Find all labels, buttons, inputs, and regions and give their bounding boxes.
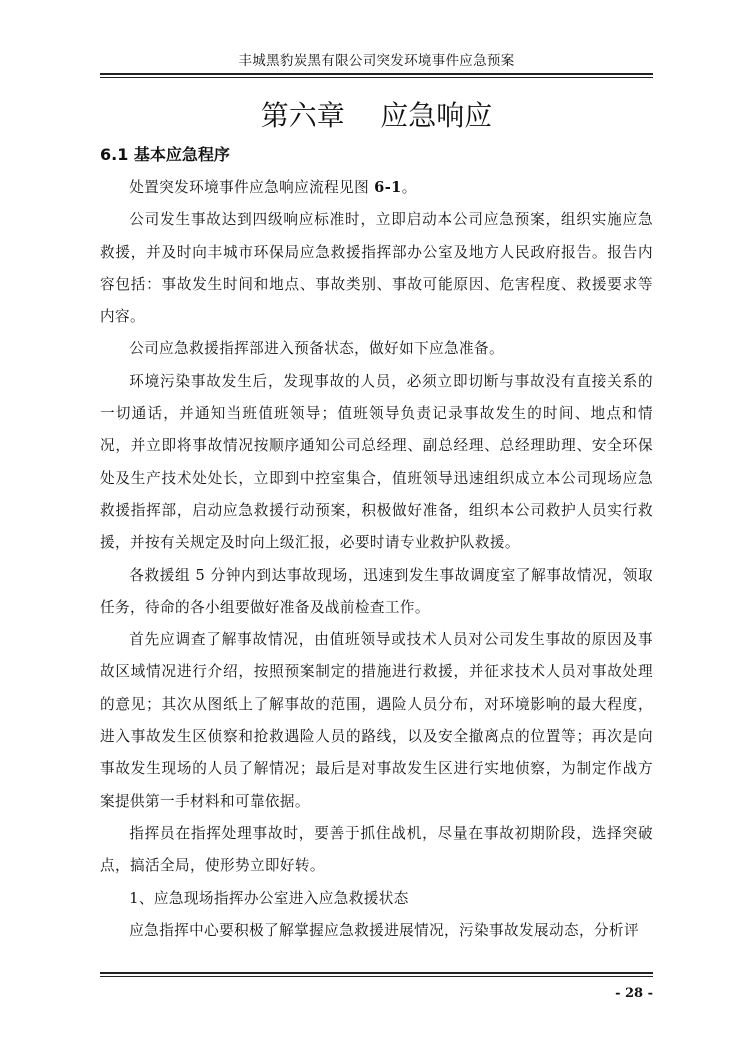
paragraph: 环境污染事故发生后，发现事故的人员，必须立即切断与事故没有直接关系的一切通话，并通知当班值班领导；值班领导负责记录事故发生的时间、地点和情况，并立即将事故情况按顺序通知公司总经理、副总经理、总经理助理、安全环保处及生产技术处处长，立即到中控室集合，值班领导迅速组织成立本公司现场应急救援指挥部，启动应急救援行动预案，积极做好准备，组织本公司救护人员实行救援，并按有关规定及时向上级汇报，必要时请专业救护队救援。 [100,372,653,552]
body-text [100,172,653,947]
paragraph: 公司应急救援指挥部进入预备状态，做好如下应急准备。 [129,340,505,358]
paragraph-text: 。 [401,179,417,196]
header-rule [100,73,653,75]
numbered-subheading: 1、应急现场指挥办公室进入应急救援状态 [129,889,409,907]
paragraph: 指挥员在指挥处理事故时，要善于抓住战机，尽量在事故初期阶段，选择突破点，搞活全局，使形势立即好转。 [100,824,653,875]
paragraph-text: 处置突发环境事件应急响应流程见图 [129,179,375,196]
header-rule-thin [100,77,653,78]
figure-reference: 6-1 [374,179,402,196]
paragraph [100,172,653,204]
paragraph: 首先应调查了解事故情况，由值班领导或技术人员对公司发生事故的原因及事故区域情况进行介绍，按照预案制定的措施进行救援，并征求技术人员对事故处理的意见；其次从图纸上了解事故的范围，遇险人员分布，对环境影响的最大程度，进入事故发生区侦察和抢救遇险人员的路线，以及安全撤离点的位置等；再次是向事故发生现场的人员了解情况；最后是对事故发生区进行实地侦察，为制定作战方案提供第一手材料和可靠依据。 [100,631,653,810]
chapter-title: 第六章 应急响应 [260,99,493,132]
paragraph: 公司发生事故达到四级响应标准时，立即启动本公司应急预案，组织实施应急救援，并及时向丰城市环保局应急救援指挥部办公室及地方人民政府报告。报告内容包括：事故发生时间和地点、事故类别、事故可能原因、危害程度、救援要求等内容。 [100,211,653,326]
paragraph: 各救援组 5 分钟内到达事故现场，迅速到发生事故调度室了解事故情况，领取任务，待命的各小组要做好准备及战前检查工作。 [100,566,653,616]
section-heading: 6.1 基本应急程序 [100,145,230,164]
footer-rule-thin [100,976,653,977]
footer-rule [100,972,653,974]
paragraph: 应急指挥中心要积极了解掌握应急救援进展情况，污染事故发展动态，分析评 [129,921,639,939]
running-header: 丰城黑豹炭黑有限公司突发环境事件应急预案 [238,53,515,69]
page-number: - 28 - [615,986,653,1001]
